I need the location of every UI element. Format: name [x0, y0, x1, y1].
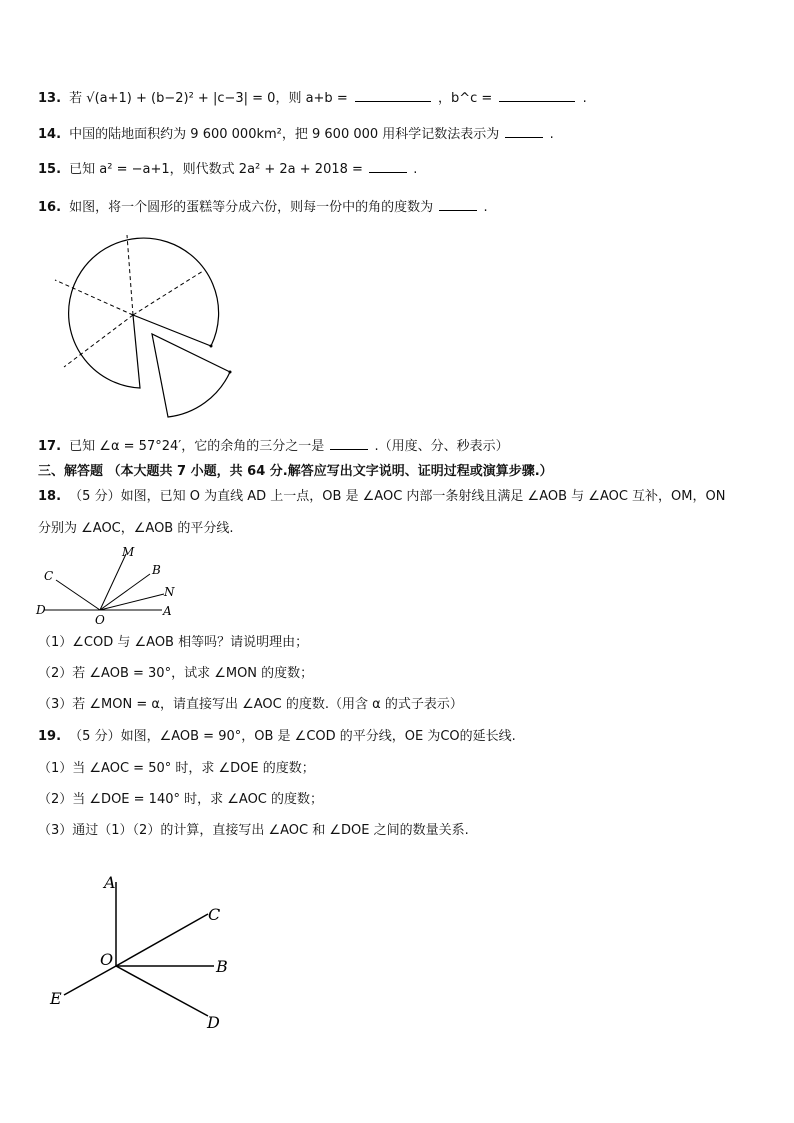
q16-blank[interactable] [439, 198, 477, 211]
label-a: A [163, 604, 172, 618]
q13-blank-1[interactable] [355, 89, 431, 102]
q18-text-1: （5 分）如图，已知 O 为直线 AD 上一点，OB 是 ∠AOC 内部一条射线且满足 ∠AOB 与 ∠AOC 互补，OM，ON [69, 489, 726, 504]
q15-blank[interactable] [369, 160, 407, 173]
q18-number: 18. [38, 489, 62, 504]
label-c: C [208, 905, 221, 924]
label-a: A [104, 873, 116, 892]
label-b: B [216, 957, 228, 976]
label-e: E [50, 989, 62, 1008]
question-19-line-1 [38, 728, 516, 746]
label-d: D [207, 1013, 220, 1032]
q13-blank-2[interactable] [499, 89, 575, 102]
ray-oc [56, 580, 100, 610]
q16-text: 如图，将一个圆形的蛋糕等分成六份，则每一份中的角的度数为 [69, 200, 434, 215]
ray-ob [100, 574, 150, 610]
question-15 [38, 160, 417, 179]
ray-oe [64, 966, 116, 995]
cake-point [210, 345, 213, 348]
question-13 [38, 89, 587, 108]
q17-end: .（用度、分、秒表示） [374, 439, 509, 454]
question-18-line-1 [38, 488, 725, 506]
ray-om [100, 554, 126, 610]
q19-sub-2: （2）当 ∠DOE = 140° 时，求 ∠AOC 的度数； [38, 792, 324, 807]
q14-text: 中国的陆地面积约为 9 600 000km²，把 9 600 000 用科学记数法表示为 [69, 127, 500, 142]
label-b: B [152, 563, 161, 577]
cut-line-2 [55, 280, 133, 315]
q18-text-2: 分别为 ∠AOC，∠AOB 的平分线. [38, 521, 234, 536]
section-3-heading: 三、解答题 （本大题共 7 小题，共 64 分.解答应写出文字说明、证明过程或演算步骤.） [38, 464, 553, 479]
ray-oc [116, 914, 208, 966]
q17-blank[interactable] [330, 437, 368, 450]
label-o: O [95, 613, 105, 626]
q13-end: . [582, 91, 587, 106]
q19-figure [44, 870, 244, 1035]
cut-line-3 [133, 271, 203, 315]
q18-sub-1: （1）∠COD 与 ∠AOB 相等吗？请说明理由； [38, 635, 309, 650]
q13-text: 若 √(a+1) + (b−2)² + |c−3| = 0，则 a+b = [69, 91, 348, 106]
label-m: M [122, 545, 135, 559]
q19-sub-3: （3）通过（1）（2）的计算，直接写出 ∠AOC 和 ∠DOE 之间的数量关系. [38, 823, 469, 838]
ray-on [100, 594, 164, 610]
q15-text: 已知 a² = −a+1，则代数式 2a² + 2a + 2018 = [69, 162, 363, 177]
q15-number: 15. [38, 162, 62, 177]
q19-text-1: （5 分）如图，∠AOB = 90°，OB 是 ∠COD 的平分线，OE 为CO的延长线. [69, 729, 516, 744]
q19-sub-1: （1）当 ∠AOC = 50° 时，求 ∠DOE 的度数； [38, 761, 315, 776]
ray-od [116, 966, 208, 1016]
q18-figure [34, 544, 184, 626]
question-17 [38, 437, 509, 456]
question-16 [38, 198, 488, 217]
q17-text: 已知 ∠α = 57°24′，它的余角的三分之一是 [69, 439, 325, 454]
q15-end: . [413, 162, 418, 177]
q14-end: . [549, 127, 554, 142]
q14-number: 14. [38, 127, 62, 142]
q18-sub-3: （3）若 ∠MON = α，请直接写出 ∠AOC 的度数.（用含 α 的式子表示） [38, 697, 463, 712]
q19-number: 19. [38, 729, 62, 744]
q13-mid: ，b^c = [438, 91, 493, 106]
label-n: N [164, 585, 175, 599]
q18-sub-2: （2）若 ∠AOB = 30°，试求 ∠MON 的度数； [38, 666, 314, 681]
cake-slice [152, 334, 230, 417]
label-c: C [44, 569, 54, 583]
cut-line-1 [127, 235, 133, 315]
q14-blank[interactable] [505, 125, 543, 138]
label-d: D [36, 603, 46, 617]
q13-number: 13. [38, 91, 62, 106]
cake-main-outline [69, 238, 219, 388]
q16-end: . [483, 200, 488, 215]
q17-number: 17. [38, 439, 62, 454]
q16-number: 16. [38, 200, 62, 215]
cake-figure [40, 222, 240, 427]
label-o: O [100, 950, 114, 969]
question-14 [38, 125, 554, 144]
slice-point [229, 371, 232, 374]
